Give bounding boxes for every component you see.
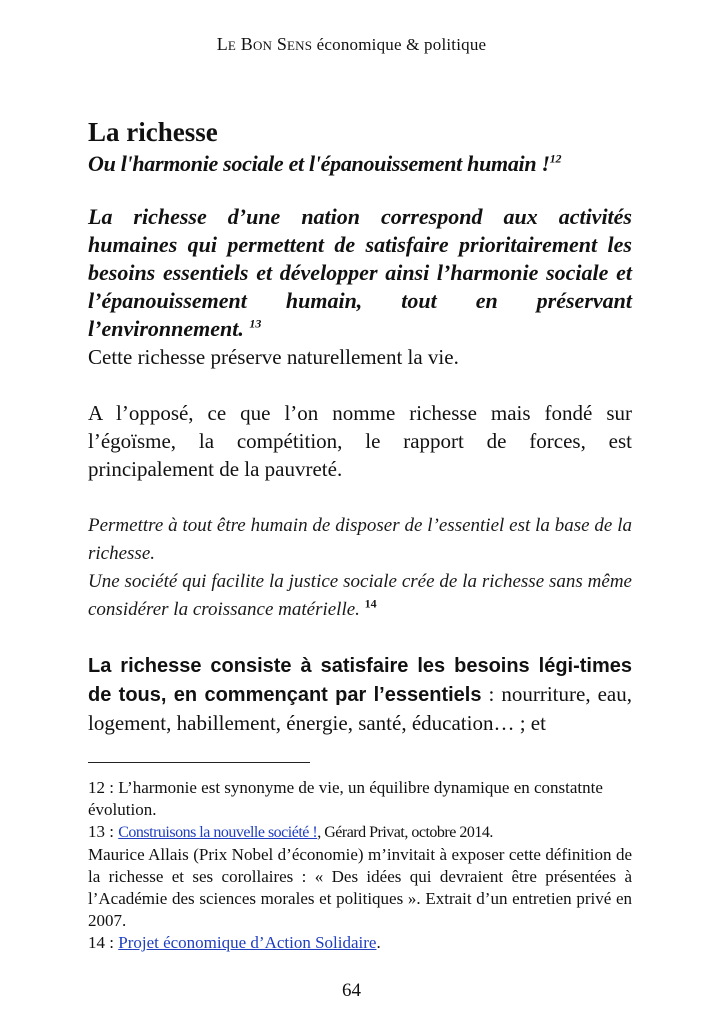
footnote-separator <box>88 762 310 763</box>
quote-line-1: Permettre à tout être humain de disposer de l’essentiel est la base de la richesse. <box>88 515 632 564</box>
footnotes <box>88 777 632 954</box>
header-title-smallcaps: Le Bon Sens <box>216 34 313 54</box>
footnote-ref-13[interactable]: 13 <box>249 316 262 331</box>
italic-quote <box>88 512 632 624</box>
subtitle-text: Ou l'harmonie sociale et l'épanouissement humain ! <box>88 151 550 176</box>
footnote-14 <box>88 932 632 954</box>
footnote-13-extra: Maurice Allais (Prix Nobel d’économie) m’invitait à exposer cette définition de la richesse et ses corollaires : « Des idées qui devraient être présentées à l’Académie des sciences morales et politiques ». Extrait d’un entretien privé en 2007. <box>88 845 632 930</box>
paragraph-opposite: A l’opposé, ce que l’on nomme richesse mais fondé sur l’égoïsme, la compétition, le rapport de forces, est principalement de la pauvreté. <box>88 401 632 481</box>
section-title: La richesse <box>88 117 218 147</box>
needs-bold-text: La richesse consiste à satisfaire les besoins légi-times de tous, en commençant par l’essentiels <box>88 655 632 706</box>
footnote-13-prefix: 13 : <box>88 822 119 841</box>
footnote-14-link[interactable]: Projet économique d’Action Solidaire <box>118 933 377 952</box>
quote-line-2-wrap <box>88 568 632 624</box>
footnote-ref-12[interactable]: 12 <box>549 151 562 166</box>
definition-paragraph <box>88 203 632 343</box>
footnote-12: 12 : L’harmonie est synonyme de vie, un équilibre dynamique en constatnte évolution. <box>88 778 603 819</box>
footnote-14-prefix: 14 : <box>88 933 119 952</box>
paragraph-needs <box>88 651 632 737</box>
footnote-13-source <box>118 824 493 841</box>
section-subtitle <box>88 150 632 178</box>
quote-line-2: Une société qui facilite la justice sociale crée de la richesse sans même considérer la croissance matérielle. <box>88 571 632 620</box>
footnote-13 <box>88 821 632 844</box>
page-number: 64 <box>342 980 361 1001</box>
running-header <box>0 34 703 55</box>
paragraph-life: Cette richesse préserve naturellement la vie. <box>88 345 459 369</box>
footnote-13-suffix: , Gérard Privat, octobre 2014. <box>317 824 493 841</box>
needs-rest-text: : nourriture, eau, logement, habillement, énergie, santé, éducation… ; et <box>88 682 632 735</box>
definition-text: La richesse d’une nation correspond aux activités humaines qui permettent de satisfaire prioritairement les besoins essentiels et développer ainsi l’harmonie sociale et l’épanouissement humain, tout en préservant l’environnement. <box>88 204 632 341</box>
header-title-rest: économique & politique <box>312 35 487 54</box>
footnote-13-link[interactable]: Construisons la nouvelle société ! <box>118 824 318 841</box>
footnote-14-suffix: . <box>376 933 381 952</box>
footnote-ref-14[interactable]: 14 <box>364 596 377 611</box>
